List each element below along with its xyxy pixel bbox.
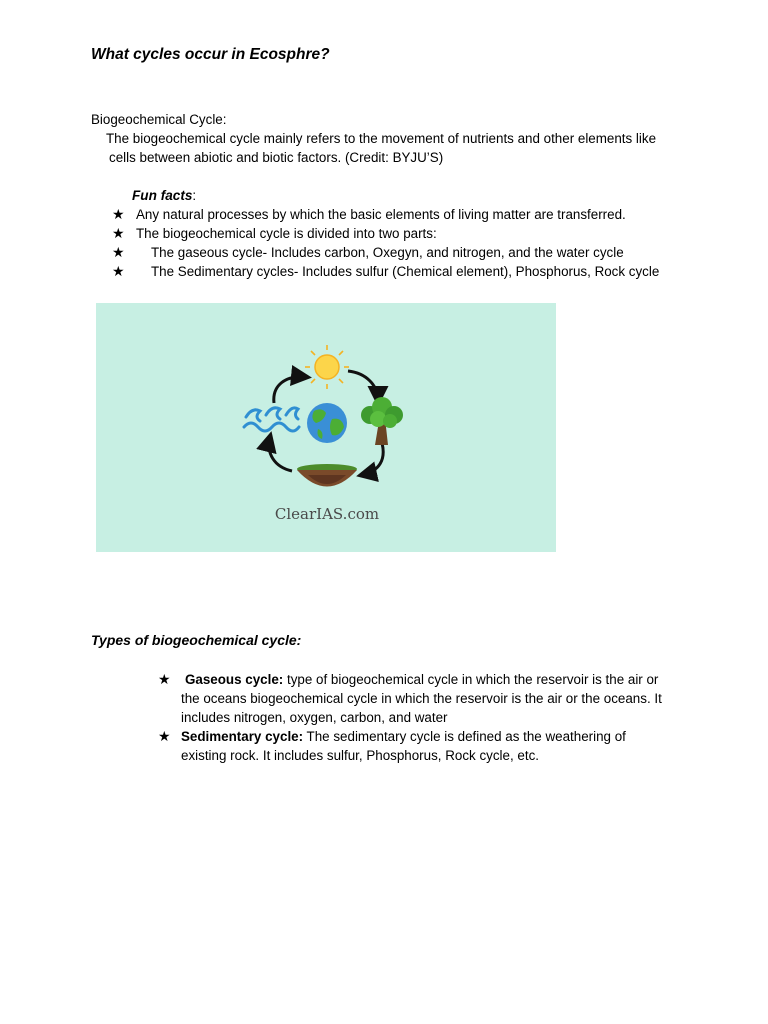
gaseous-cycle-term: Gaseous cycle:: [185, 672, 284, 687]
cycle-arrow-icon: [274, 377, 306, 403]
sedimentary-cycle-text: The sedimentary cycle is defined as the weathering of: [303, 729, 626, 744]
sedimentary-cycle-item: [181, 727, 626, 746]
cycle-arrow-icon: [269, 437, 292, 471]
sun-icon: [305, 345, 349, 389]
fun-fact-item: Any natural processes by which the basic elements of living matter are transferred.: [136, 207, 626, 222]
sedimentary-cycle-line-2: existing rock. It includes sulfur, Phosphorus, Rock cycle, etc.: [181, 748, 539, 763]
gaseous-cycle-line-2: the oceans biogeochemical cycle in which the reservoir is the air or the oceans. It: [181, 691, 662, 706]
definition-line-2: cells between abiotic and biotic factors. (Credit: BYJU’S): [109, 150, 444, 165]
definition-line-1: The biogeochemical cycle mainly refers to the movement of nutrients and other elements like: [106, 131, 657, 146]
clearias-watermark: ClearIAS.com: [274, 505, 380, 523]
fun-facts-colon: :: [192, 188, 197, 203]
gaseous-cycle-line-3: includes nitrogen, oxygen, carbon, and water: [181, 710, 448, 725]
page-title: What cycles occur in Ecosphre?: [91, 46, 330, 63]
sedimentary-cycle-term: Sedimentary cycle:: [181, 729, 304, 744]
earth-globe-icon: [307, 403, 347, 443]
cycle-arrow-icon: [362, 443, 383, 475]
soil-icon: [297, 464, 357, 487]
star-bullet-icon: ★: [158, 728, 171, 744]
fun-facts-label: Fun facts: [132, 188, 193, 203]
fun-fact-item: The Sedimentary cycles- Includes sulfur (Chemical element), Phosphorus, Rock cycle: [151, 264, 660, 279]
fun-fact-item: The gaseous cycle- Includes carbon, Oxegyn, and nitrogen, and the water cycle: [151, 245, 624, 260]
types-heading: Types of biogeochemical cycle:: [91, 632, 302, 648]
star-bullet-icon: ★: [112, 206, 125, 222]
section-heading-biogeochemical: Biogeochemical Cycle:: [91, 112, 227, 127]
fun-facts-heading: [132, 186, 196, 205]
cycle-arrow-icon: [348, 371, 378, 401]
star-bullet-icon: ★: [158, 671, 171, 687]
water-waves-icon: [244, 408, 299, 431]
star-bullet-icon: ★: [112, 263, 125, 279]
star-bullet-icon: ★: [112, 225, 125, 241]
tree-icon: [361, 397, 403, 445]
gaseous-cycle-text: type of biogeochemical cycle in which the reservoir is the air or: [283, 672, 659, 687]
gaseous-cycle-item: [185, 670, 658, 689]
star-bullet-icon: ★: [112, 244, 125, 260]
fun-fact-item: The biogeochemical cycle is divided into two parts:: [136, 226, 437, 241]
